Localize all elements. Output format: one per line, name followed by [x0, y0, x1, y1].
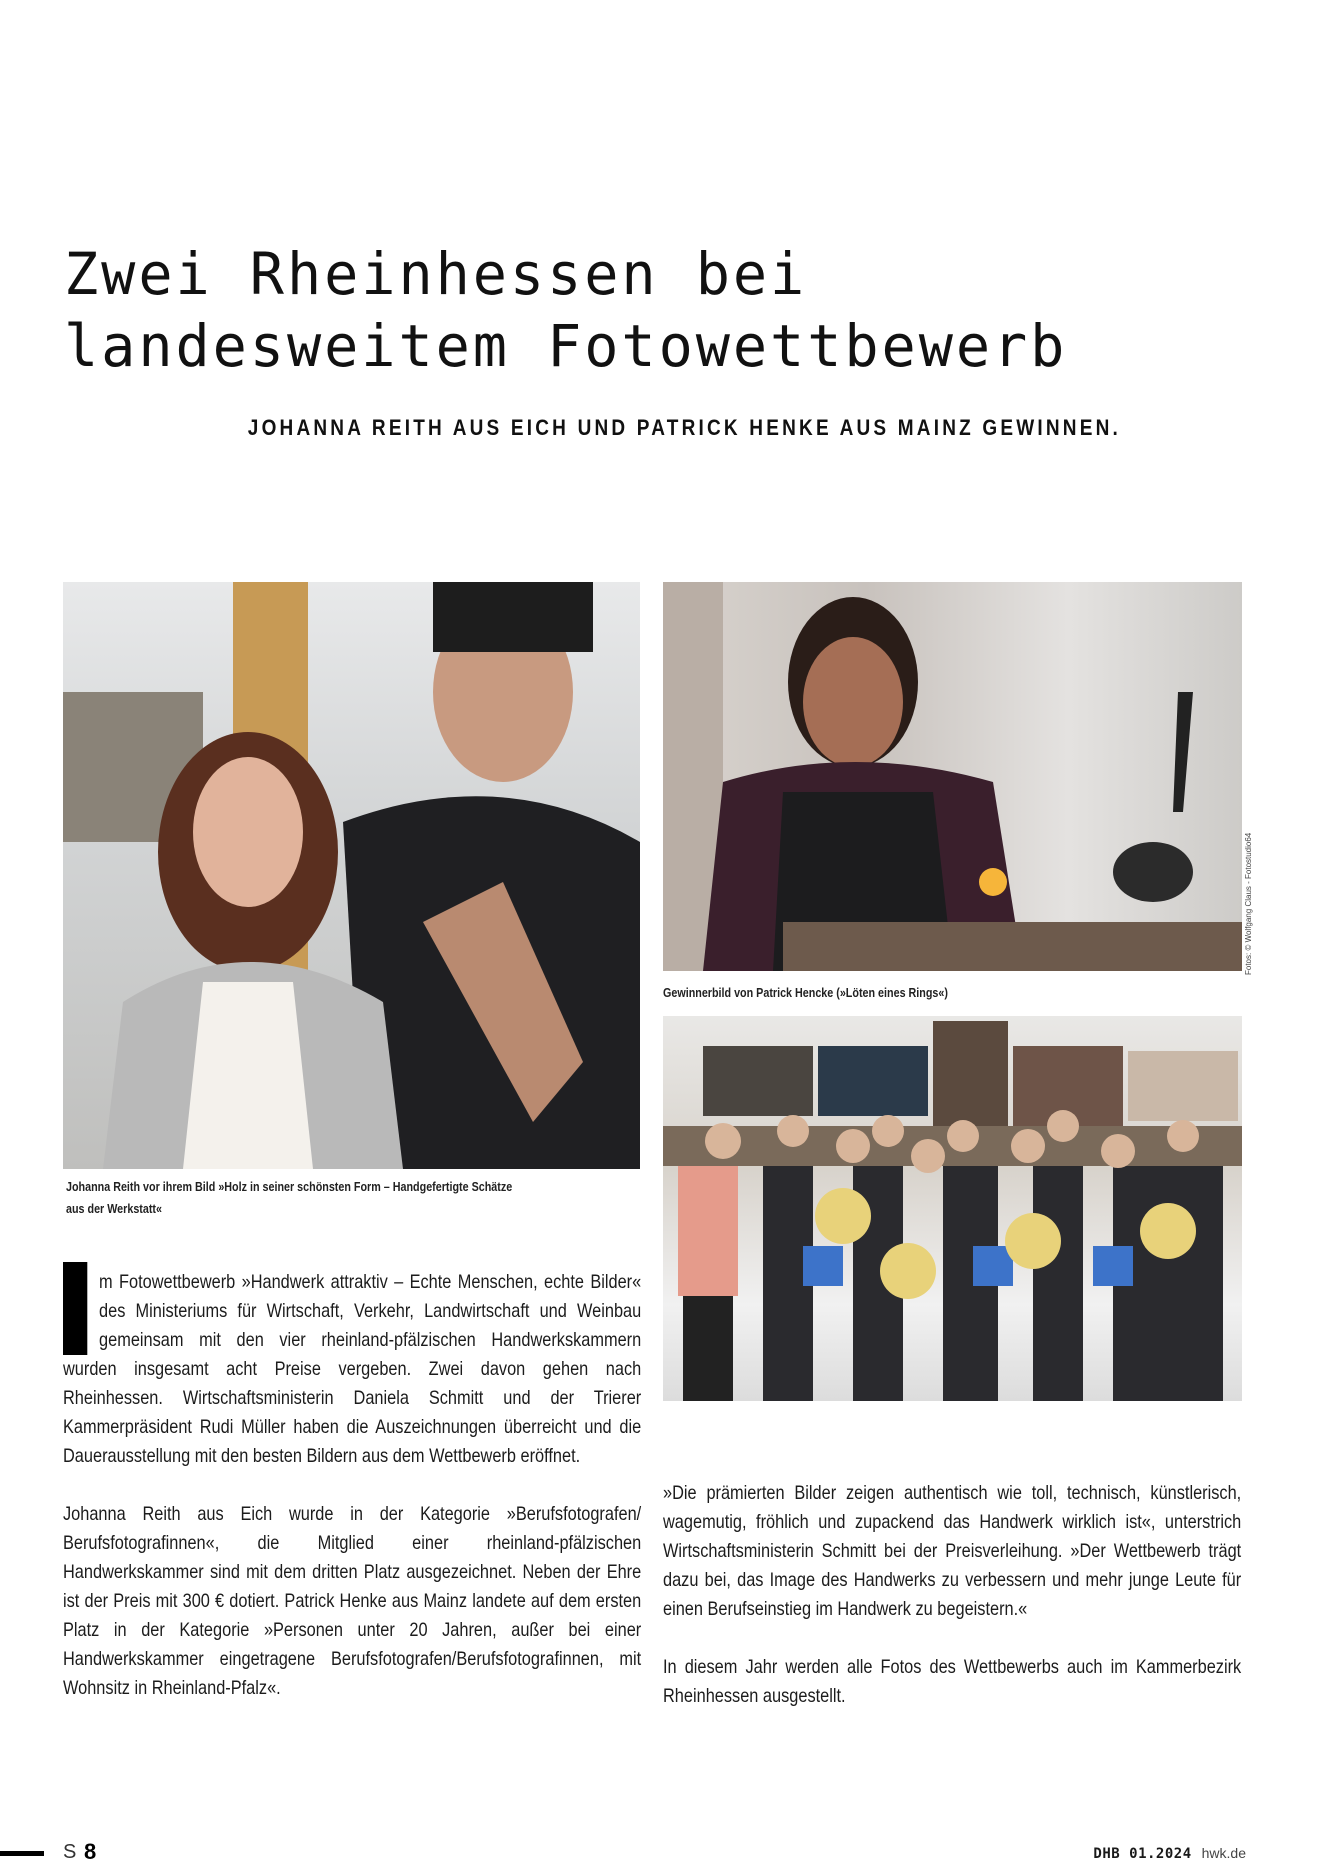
body-column-1 — [63, 1268, 641, 1732]
photo-illustration — [663, 1016, 1242, 1401]
photo-caption-2: Gewinnerbild von Patrick Hencke (»Löten eines Rings«) — [663, 986, 948, 1000]
body-paragraph-4: In diesem Jahr werden alle Fotos des Wettbewerbs auch im Kammerbezirk Rheinhessen ausgestellt. — [663, 1656, 1242, 1707]
photo-johanna-reith — [63, 582, 640, 1169]
site-link[interactable]: hwk.de — [1201, 1845, 1246, 1861]
photo-credit: Fotos: © Wolfgang Claus - Fotostudio64 — [1244, 832, 1253, 975]
issue-label: DHB 01.2024 — [1093, 1846, 1192, 1862]
article-subtitle: JOHANNA REITH AUS EICH UND PATRICK HENKE AUS MAINZ GEWINNEN. — [247, 416, 1121, 441]
body-paragraph-2: Johanna Reith aus Eich wurde in der Kategorie »Berufsfotografen/ Berufsfotografinnen«, die Mitglied einer rheinland-pfälzischen Handwerkskammer sind mit dem dritten Platz ausgezeichnet. Neben der Ehre ist der Preis mit 300 € dotiert. Patrick Henke aus Mainz landete auf dem ersten Platz in der Kategorie »Personen unter 20 Jahren, außer bei einer Handwerkskammer eingetragene Berufsfotografen/Berufsfotografinnen, mit Wohnsitz in Rheinland-Pfalz«. — [63, 1503, 642, 1699]
photo-caption-1: Johanna Reith vor ihrem Bild »Holz in seiner schönsten Form – Handgefertigte Schätze aus der Werkstatt« — [66, 1180, 513, 1216]
photo-illustration — [63, 582, 640, 1169]
body-column-2 — [663, 1479, 1241, 1740]
body-paragraph-1: m Fotowettbewerb »Handwerk attraktiv – Echte Menschen, echte Bilder« des Ministeriums für Wirtschaft, Verkehr, Landwirtschaft und Weinbau gemeinsam mit den vier rheinland-pfälzischen Handwerkskammern wurden insgesamt acht Preise vergeben. Zwei davon gehen nach Rheinhessen. Wirtschaftsministerin Daniela Schmitt und der Trierer Kammerpräsident Rudi Müller haben die Auszeichnungen überreicht und die Dauerausstellung mit den besten Bildern aus dem Wettbewerb eröffnet. — [63, 1271, 642, 1467]
photo-illustration — [663, 582, 1242, 971]
article-title — [64, 238, 1067, 382]
title-line-2: landesweitem Fotowettbewerb — [64, 312, 1068, 380]
footer-right — [1093, 1845, 1246, 1862]
dropcap — [63, 1262, 87, 1355]
body-paragraph-3: »Die prämierten Bilder zeigen authentisch wie toll, technisch, künstlerisch, wagemutig, fröhlich und zupackend das Handwerk wirklich ist«, unterstrich Wirtschaftsministerin Schmitt bei der Preisverleihung. »Der Wettbewerb trägt dazu bei, das Image des Handwerks zu verbessern und mehr junge Leute für einen Berufseinstieg im Handwerk zu begeistern.« — [663, 1482, 1242, 1620]
photo-winner-patrick-hencke — [663, 582, 1242, 971]
title-line-1: Zwei Rheinhessen bei — [64, 240, 808, 308]
photo-award-ceremony — [663, 1016, 1242, 1401]
footer-rule — [0, 1851, 44, 1856]
page-prefix: S — [63, 1841, 77, 1863]
page-number: 8 — [84, 1839, 97, 1864]
